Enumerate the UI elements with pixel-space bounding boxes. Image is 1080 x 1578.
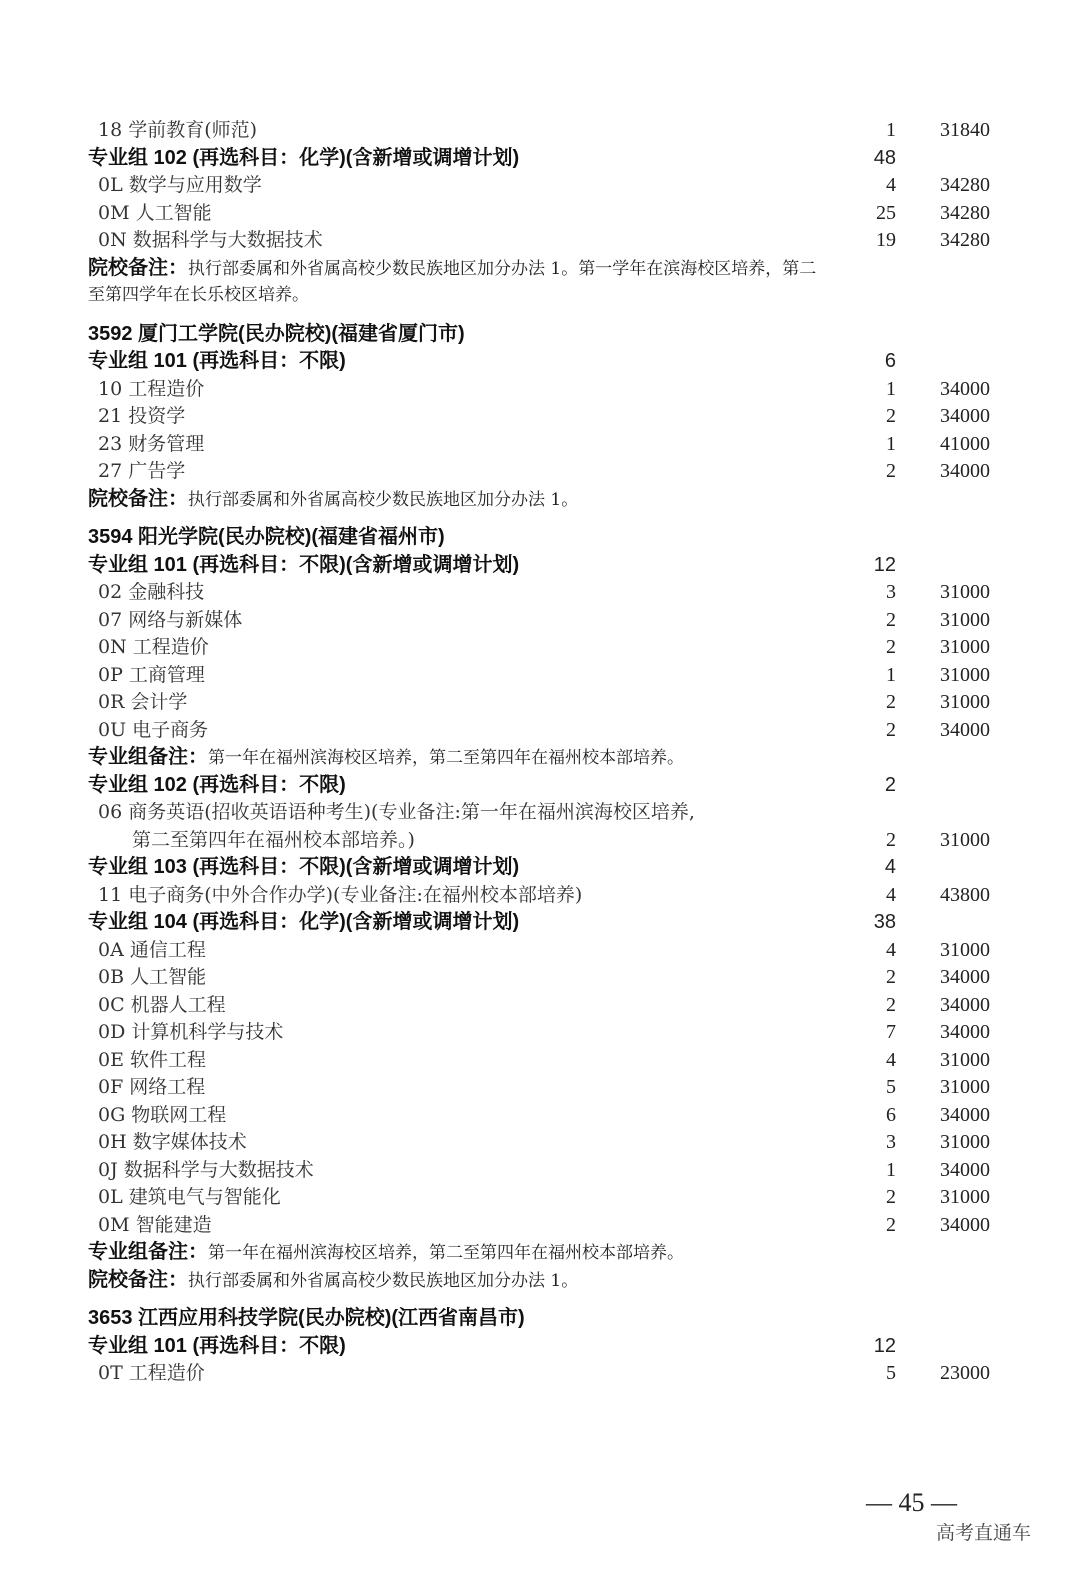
tuition-fee: 31000 — [940, 691, 990, 713]
note-label: 院校备注： — [88, 1268, 188, 1291]
major-name: 0L 数学与应用数学 — [98, 174, 262, 196]
major-row — [88, 458, 990, 486]
plan-count: 5 — [886, 1362, 896, 1384]
plan-count: 2 — [886, 405, 896, 427]
major-row — [88, 1074, 990, 1102]
tuition-fee: 31000 — [940, 938, 990, 961]
major-name: 0N 数据科学与大数据技术 — [98, 229, 323, 251]
note-body: 执行部委属和外省属高校少数民族地区加分办法 1。 — [188, 1270, 579, 1291]
note-text — [88, 255, 816, 284]
major-row — [88, 1047, 990, 1075]
major-name: 第二至第四年在福州校本部培养。) — [132, 828, 415, 851]
major-row — [88, 431, 990, 459]
major-row — [88, 689, 990, 717]
major-row — [88, 200, 990, 228]
note-row — [88, 1267, 990, 1295]
note-label: 专业组备注： — [88, 1241, 208, 1263]
major-name: 0C 机器人工程 — [98, 993, 226, 1016]
tuition-fee: 31000 — [940, 1131, 990, 1153]
page-number: — 45 — — [866, 1488, 957, 1517]
tuition-fee: 31000 — [940, 636, 990, 658]
plan-count: 4 — [886, 938, 896, 961]
note-row — [88, 744, 990, 772]
major-name: 10 工程造价 — [98, 377, 205, 400]
major-name: 0B 人工智能 — [98, 966, 207, 988]
plan-count: 1 — [886, 119, 896, 141]
note-row — [88, 486, 990, 514]
major-name: 0J 数据科学与大数据技术 — [98, 1158, 314, 1181]
tuition-fee: 34000 — [940, 718, 990, 741]
tuition-fee: 34280 — [940, 229, 990, 251]
tuition-fee: 34000 — [940, 1103, 990, 1126]
major-row — [88, 1129, 990, 1157]
plan-count: 6 — [884, 350, 896, 372]
tuition-fee: 34280 — [940, 201, 990, 224]
major-row — [88, 403, 990, 431]
note-body: 第一年在福州滨海校区培养，第二至第四年在福州校本部培养。 — [208, 1243, 684, 1263]
plan-count: 4 — [886, 1048, 896, 1071]
tuition-fee: 34000 — [940, 377, 990, 400]
major-name: 0L 建筑电气与智能化 — [98, 1186, 281, 1208]
plan-count: 2 — [884, 773, 896, 796]
plan-count: 2 — [886, 966, 896, 988]
tuition-fee: 34000 — [940, 966, 990, 988]
major-name: 21 投资学 — [98, 405, 186, 427]
major-row — [88, 172, 990, 200]
plan-count: 3 — [886, 581, 896, 603]
tuition-fee: 31000 — [940, 581, 990, 603]
plan-count: 1 — [886, 663, 896, 686]
school-name: 3594 阳光学院(民办院校)(福建省福州市) — [88, 526, 445, 548]
major-name: 06 商务英语(招收英语语种考生)(专业备注:第一年在福州滨海校区培养, — [98, 801, 695, 823]
major-row — [88, 1157, 990, 1185]
major-row — [88, 662, 990, 690]
major-row — [88, 937, 990, 965]
plan-count: 2 — [886, 608, 896, 631]
note-name: 至第四学年在长乐校区培养。 — [88, 285, 309, 305]
tuition-fee: 23000 — [940, 1362, 990, 1384]
plan-count: 1 — [886, 432, 896, 455]
plan-count: 2 — [886, 828, 896, 851]
tuition-fee: 43800 — [940, 883, 990, 906]
school-row — [88, 321, 990, 349]
school-row — [88, 524, 990, 552]
watermark: 高考直通车 — [936, 1522, 1032, 1544]
major-row — [88, 964, 990, 992]
note-row — [88, 255, 990, 283]
major-name: 0G 物联网工程 — [98, 1103, 227, 1126]
group-row — [88, 145, 990, 173]
major-name: 27 广告学 — [98, 460, 186, 482]
major-row — [88, 579, 990, 607]
plan-count: 3 — [886, 1131, 896, 1153]
note-body: 第一年在福州滨海校区培养，第二至第四年在福州校本部培养。 — [208, 748, 684, 768]
tuition-fee: 34000 — [940, 460, 990, 482]
tuition-fee: 31000 — [940, 663, 990, 686]
major-row — [88, 117, 990, 145]
major-name: 0F 网络工程 — [98, 1076, 206, 1098]
group-name: 专业组 101 (再选科目：不限) — [88, 1334, 346, 1357]
note-text — [88, 486, 578, 515]
major-name: 02 金融科技 — [98, 581, 205, 603]
major-row — [88, 1360, 990, 1388]
plan-count: 6 — [886, 1103, 896, 1126]
tuition-fee: 34000 — [940, 1213, 990, 1236]
group-row — [88, 1333, 990, 1361]
major-row — [88, 717, 990, 745]
major-row — [88, 799, 990, 827]
major-row — [88, 1184, 990, 1212]
major-name: 0M 智能建造 — [98, 1213, 212, 1236]
major-row — [88, 1102, 990, 1130]
group-row — [88, 909, 990, 937]
major-name: 0E 软件工程 — [98, 1048, 206, 1071]
plan-count: 25 — [876, 201, 896, 224]
major-row — [88, 227, 990, 255]
plan-count: 4 — [886, 174, 896, 196]
major-name: 23 财务管理 — [98, 432, 205, 455]
note-label: 院校备注： — [88, 256, 188, 279]
major-name: 0N 工程造价 — [98, 636, 209, 658]
major-name: 0H 数字媒体技术 — [98, 1131, 247, 1153]
major-name: 0P 工商管理 — [98, 663, 205, 686]
major-name: 07 网络与新媒体 — [98, 608, 243, 631]
major-name: 11 电子商务(中外合作办学)(专业备注:在福州校本部培养) — [98, 883, 583, 906]
group-name: 专业组 104 (再选科目：化学)(含新增或调增计划) — [88, 911, 520, 933]
tuition-fee: 34280 — [940, 174, 990, 196]
tuition-fee: 41000 — [940, 432, 990, 455]
plan-count: 2 — [886, 718, 896, 741]
group-row — [88, 552, 990, 580]
major-name: 0M 人工智能 — [98, 201, 212, 224]
major-name: 0U 电子商务 — [98, 718, 209, 741]
major-row — [88, 376, 990, 404]
tuition-fee: 31000 — [940, 608, 990, 631]
tuition-fee: 34000 — [940, 1021, 990, 1043]
major-row — [88, 827, 990, 855]
note-text — [88, 1239, 684, 1268]
group-row — [88, 854, 990, 882]
school-row — [88, 1305, 990, 1333]
group-name: 专业组 101 (再选科目：不限) — [88, 350, 346, 372]
admission-plan-list — [88, 117, 990, 1388]
group-name: 专业组 101 (再选科目：不限)(含新增或调增计划) — [88, 553, 520, 576]
plan-count: 38 — [873, 911, 896, 933]
plan-count: 12 — [873, 553, 896, 576]
tuition-fee: 34000 — [940, 1158, 990, 1181]
plan-count: 19 — [876, 229, 896, 251]
major-row — [88, 992, 990, 1020]
note-body: 执行部委属和外省属高校少数民族地区加分办法 1。 — [188, 489, 579, 510]
plan-count: 2 — [886, 691, 896, 713]
group-name: 专业组 103 (再选科目：不限)(含新增或调增计划) — [88, 856, 520, 878]
major-name: 0A 通信工程 — [98, 938, 206, 961]
group-name: 专业组 102 (再选科目：不限) — [88, 773, 346, 796]
plan-count: 4 — [886, 883, 896, 906]
tuition-fee: 31000 — [940, 1048, 990, 1071]
major-name: 18 学前教育(师范) — [98, 119, 258, 141]
major-name: 0T 工程造价 — [98, 1362, 205, 1384]
plan-count: 2 — [886, 1186, 896, 1208]
plan-count: 1 — [886, 377, 896, 400]
plan-count: 4 — [884, 856, 896, 878]
plan-count: 1 — [886, 1158, 896, 1181]
plan-count: 2 — [886, 636, 896, 658]
major-row — [88, 607, 990, 635]
major-row — [88, 634, 990, 662]
tuition-fee: 31000 — [940, 828, 990, 851]
tuition-fee: 34000 — [940, 405, 990, 427]
plan-count: 2 — [886, 460, 896, 482]
note-label: 院校备注： — [88, 487, 188, 510]
note-label: 专业组备注： — [88, 746, 208, 768]
tuition-fee: 34000 — [940, 993, 990, 1016]
note-row — [88, 1239, 990, 1267]
school-name: 3592 厦门工学院(民办院校)(福建省厦门市) — [88, 322, 465, 345]
plan-count: 2 — [886, 993, 896, 1016]
tuition-fee: 31840 — [940, 119, 990, 141]
major-row — [88, 1019, 990, 1047]
note-text — [88, 1267, 578, 1296]
plan-count: 2 — [886, 1213, 896, 1236]
school-name: 3653 江西应用科技学院(民办院校)(江西省南昌市) — [88, 1307, 525, 1329]
major-row — [88, 1212, 990, 1240]
note-row — [88, 282, 990, 310]
tuition-fee: 31000 — [940, 1076, 990, 1098]
plan-count: 12 — [873, 1334, 896, 1357]
plan-count: 48 — [873, 146, 896, 169]
major-row — [88, 882, 990, 910]
group-row — [88, 772, 990, 800]
plan-count: 5 — [886, 1076, 896, 1098]
note-text — [88, 744, 684, 773]
note-body: 执行部委属和外省属高校少数民族地区加分办法 1。第一学年在滨海校区培养，第二 — [188, 258, 817, 279]
plan-count: 7 — [886, 1021, 896, 1043]
group-name: 专业组 102 (再选科目：化学)(含新增或调增计划) — [88, 146, 520, 169]
major-name: 0D 计算机科学与技术 — [98, 1021, 284, 1043]
tuition-fee: 31000 — [940, 1186, 990, 1208]
group-row — [88, 348, 990, 376]
major-name: 0R 会计学 — [98, 691, 188, 713]
